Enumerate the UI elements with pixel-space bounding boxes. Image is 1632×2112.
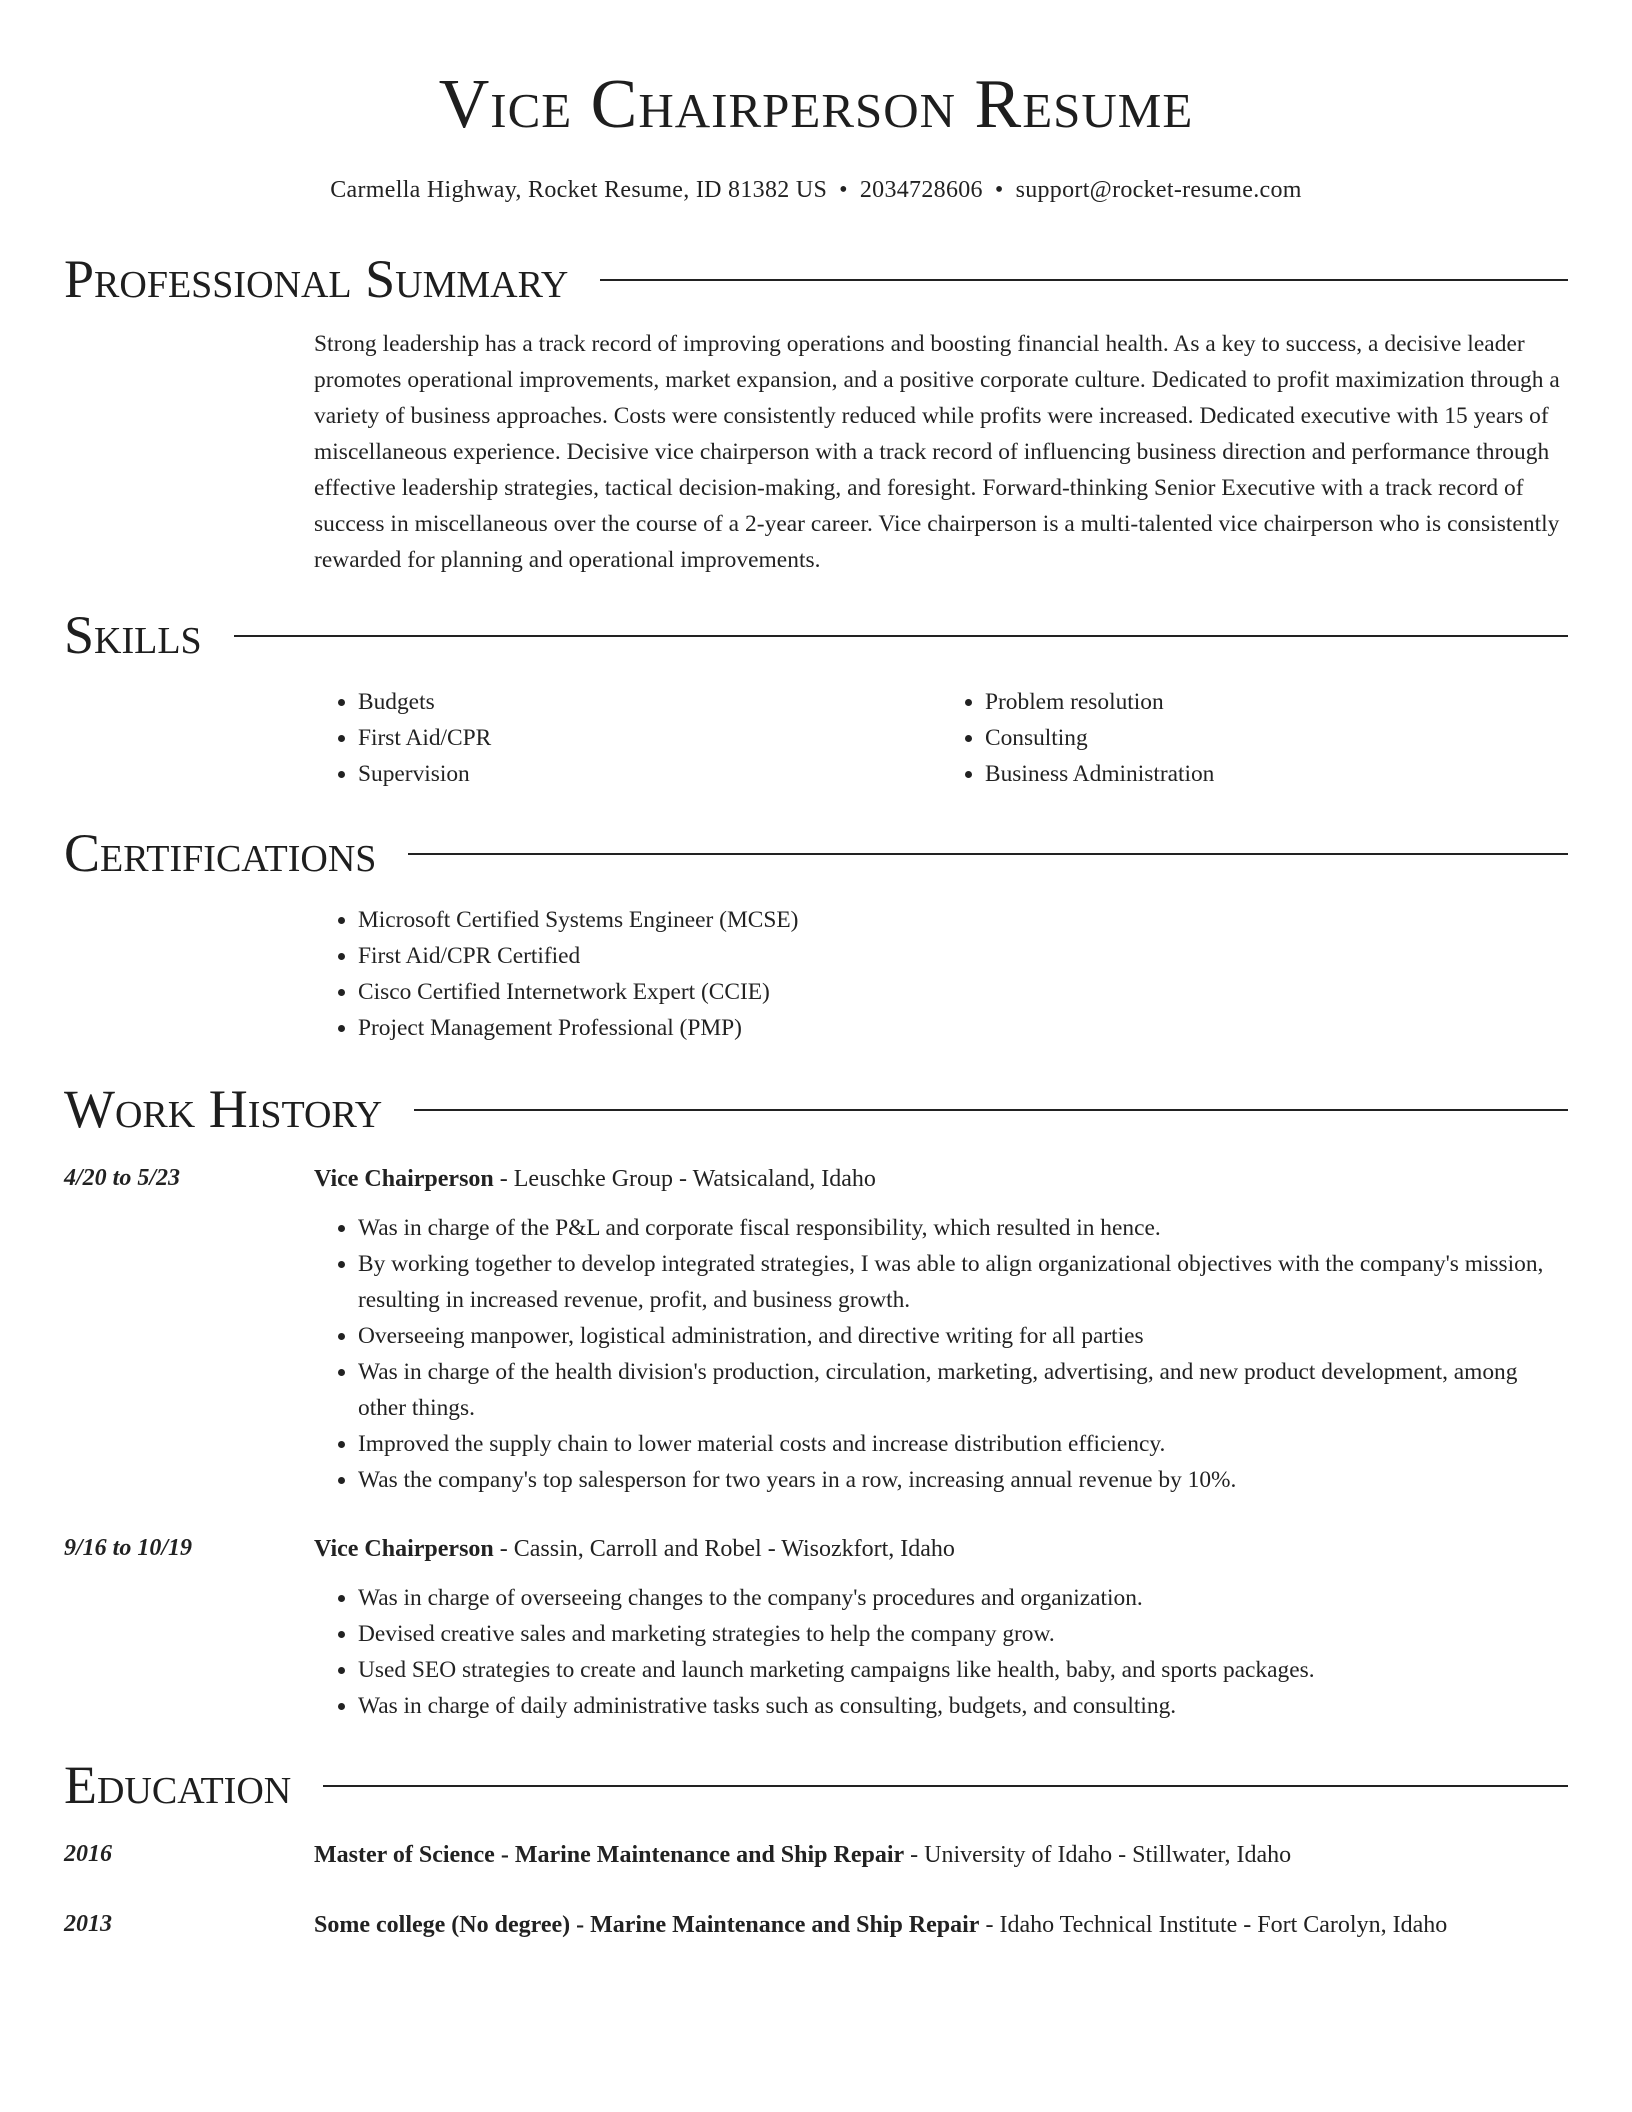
skill-item: • Consulting xyxy=(985,720,1568,756)
skill-item: • Business Administration xyxy=(985,756,1568,792)
work-dates: 4/20 to 5/23 xyxy=(64,1165,181,1191)
work-dates: 9/16 to 10/19 xyxy=(64,1535,193,1561)
skills-title: Skills xyxy=(64,605,202,665)
summary-section xyxy=(64,244,1568,578)
skills-list xyxy=(314,684,1568,792)
education-year: 2016 xyxy=(64,1841,112,1867)
education-entry xyxy=(64,1906,1568,1944)
work-bullet: • Overseeing manpower, logistical administration, and directive writing for all parties xyxy=(358,1318,1568,1354)
education-title: Education xyxy=(64,1755,292,1815)
work-heading xyxy=(64,1074,1568,1144)
section-divider xyxy=(414,1109,1568,1111)
skill-item: • Supervision xyxy=(358,756,941,792)
certifications-content xyxy=(314,902,1568,1046)
work-heading-line xyxy=(314,1530,1568,1568)
work-bullet: • Was in charge of overseeing changes to the company's procedures and organization. xyxy=(358,1580,1568,1616)
education-heading xyxy=(64,1750,1568,1820)
work-bullet: • Improved the supply chain to lower material costs and increase distribution efficiency. xyxy=(358,1426,1568,1462)
work-bullet: • Was in charge of the health division's production, circulation, marketing, advertising, and new product development, among other things. xyxy=(358,1354,1568,1426)
degree-name: Master of Science - Marine Maintenance and Ship Repair xyxy=(314,1842,905,1868)
summary-heading xyxy=(64,244,1568,314)
summary-text: Strong leadership has a track record of improving operations and boosting financial health. As a key to success, a decisive leader promotes operational improvements, market expansion, and a positive corporate culture. Dedicated to profit maximization through a variety of business approaches. Costs were consistently reduced while profits were increased. Dedicated executive with 15 years of miscellaneous experience. Decisive vice chairperson with a track record of influencing business direction and performance through effective leadership strategies, tactical decision-making, and foresight. Forward-thinking Senior Executive with a track record of success in miscellaneous over the course of a 2-year career. Vice chairperson is a multi-talented vice chairperson who is consistently rewarded for planning and operational improvements. xyxy=(314,331,1560,573)
certification-item: • First Aid/CPR Certified xyxy=(358,938,1568,974)
degree-name: Some college (No degree) - Marine Maintenance and Ship Repair xyxy=(314,1912,980,1938)
education-section xyxy=(64,1750,1568,1944)
job-title: Vice Chairperson xyxy=(314,1166,494,1192)
contact-email[interactable]: support@rocket-resume.com xyxy=(1015,177,1302,203)
education-year: 2013 xyxy=(64,1911,112,1937)
skill-item: • First Aid/CPR xyxy=(358,720,941,756)
work-entry-body xyxy=(314,1160,1568,1498)
summary-content xyxy=(314,326,1568,578)
work-section xyxy=(64,1074,1568,1724)
education-entry xyxy=(64,1836,1568,1874)
contact-separator: • xyxy=(994,177,1004,203)
page-title: Vice Chairperson Resume xyxy=(438,66,1194,143)
certifications-list xyxy=(314,902,1568,1046)
skill-item: • Problem resolution xyxy=(985,684,1568,720)
contact-line xyxy=(64,174,1568,206)
work-entry xyxy=(64,1530,1568,1724)
work-entry xyxy=(64,1160,1568,1498)
job-title: Vice Chairperson xyxy=(314,1536,494,1562)
skills-heading xyxy=(64,600,1568,670)
section-divider xyxy=(600,279,1568,281)
section-divider xyxy=(323,1785,1568,1787)
work-bullets xyxy=(314,1210,1568,1498)
section-divider xyxy=(408,853,1568,855)
certification-item: • Cisco Certified Internetwork Expert (CCIE) xyxy=(358,974,1568,1010)
work-bullet: • By working together to develop integrated strategies, I was able to align organizational objectives with the company's mission, resulting in increased revenue, profit, and business growth. xyxy=(358,1246,1568,1318)
education-heading-line xyxy=(314,1906,1568,1944)
skills-column-right xyxy=(941,684,1568,792)
education-heading-line xyxy=(314,1836,1568,1874)
contact-address: Carmella Highway, Rocket Resume, ID 81382 US xyxy=(330,177,828,203)
skills-section xyxy=(64,600,1568,792)
skills-column-left xyxy=(314,684,941,792)
work-bullet: • Was in charge of the P&L and corporate fiscal responsibility, which resulted in hence. xyxy=(358,1210,1568,1246)
work-title: Work History xyxy=(64,1079,383,1139)
work-bullet: • Used SEO strategies to create and launch marketing campaigns like health, baby, and sports packages. xyxy=(358,1652,1568,1688)
certifications-title: Certifications xyxy=(64,823,377,883)
work-heading-line xyxy=(314,1160,1568,1198)
certification-item: • Microsoft Certified Systems Engineer (MCSE) xyxy=(358,902,1568,938)
employer-details: - Cassin, Carroll and Robel - Wisozkfort, Idaho xyxy=(493,1536,955,1562)
work-bullet: • Devised creative sales and marketing strategies to help the company grow. xyxy=(358,1616,1568,1652)
work-bullet: • Was the company's top salesperson for two years in a row, increasing annual revenue by 10%. xyxy=(358,1462,1568,1498)
work-entry-body xyxy=(314,1530,1568,1724)
certifications-section xyxy=(64,818,1568,1046)
summary-title: Professional Summary xyxy=(64,249,569,309)
section-divider xyxy=(234,635,1568,637)
work-bullet: • Was in charge of daily administrative tasks such as consulting, budgets, and consulting. xyxy=(358,1688,1568,1724)
resume-page xyxy=(64,0,1568,1944)
contact-phone: 2034728606 xyxy=(859,177,983,203)
certification-item: • Project Management Professional (PMP) xyxy=(358,1010,1568,1046)
school-details: - University of Idaho - Stillwater, Idaho xyxy=(904,1842,1292,1868)
certifications-heading xyxy=(64,818,1568,888)
contact-separator: • xyxy=(839,177,848,203)
skill-item: • Budgets xyxy=(358,684,941,720)
school-details: - Idaho Technical Institute - Fort Carolyn, Idaho xyxy=(979,1912,1448,1938)
work-bullets xyxy=(314,1580,1568,1724)
employer-details: - Leuschke Group - Watsicaland, Idaho xyxy=(493,1166,876,1192)
